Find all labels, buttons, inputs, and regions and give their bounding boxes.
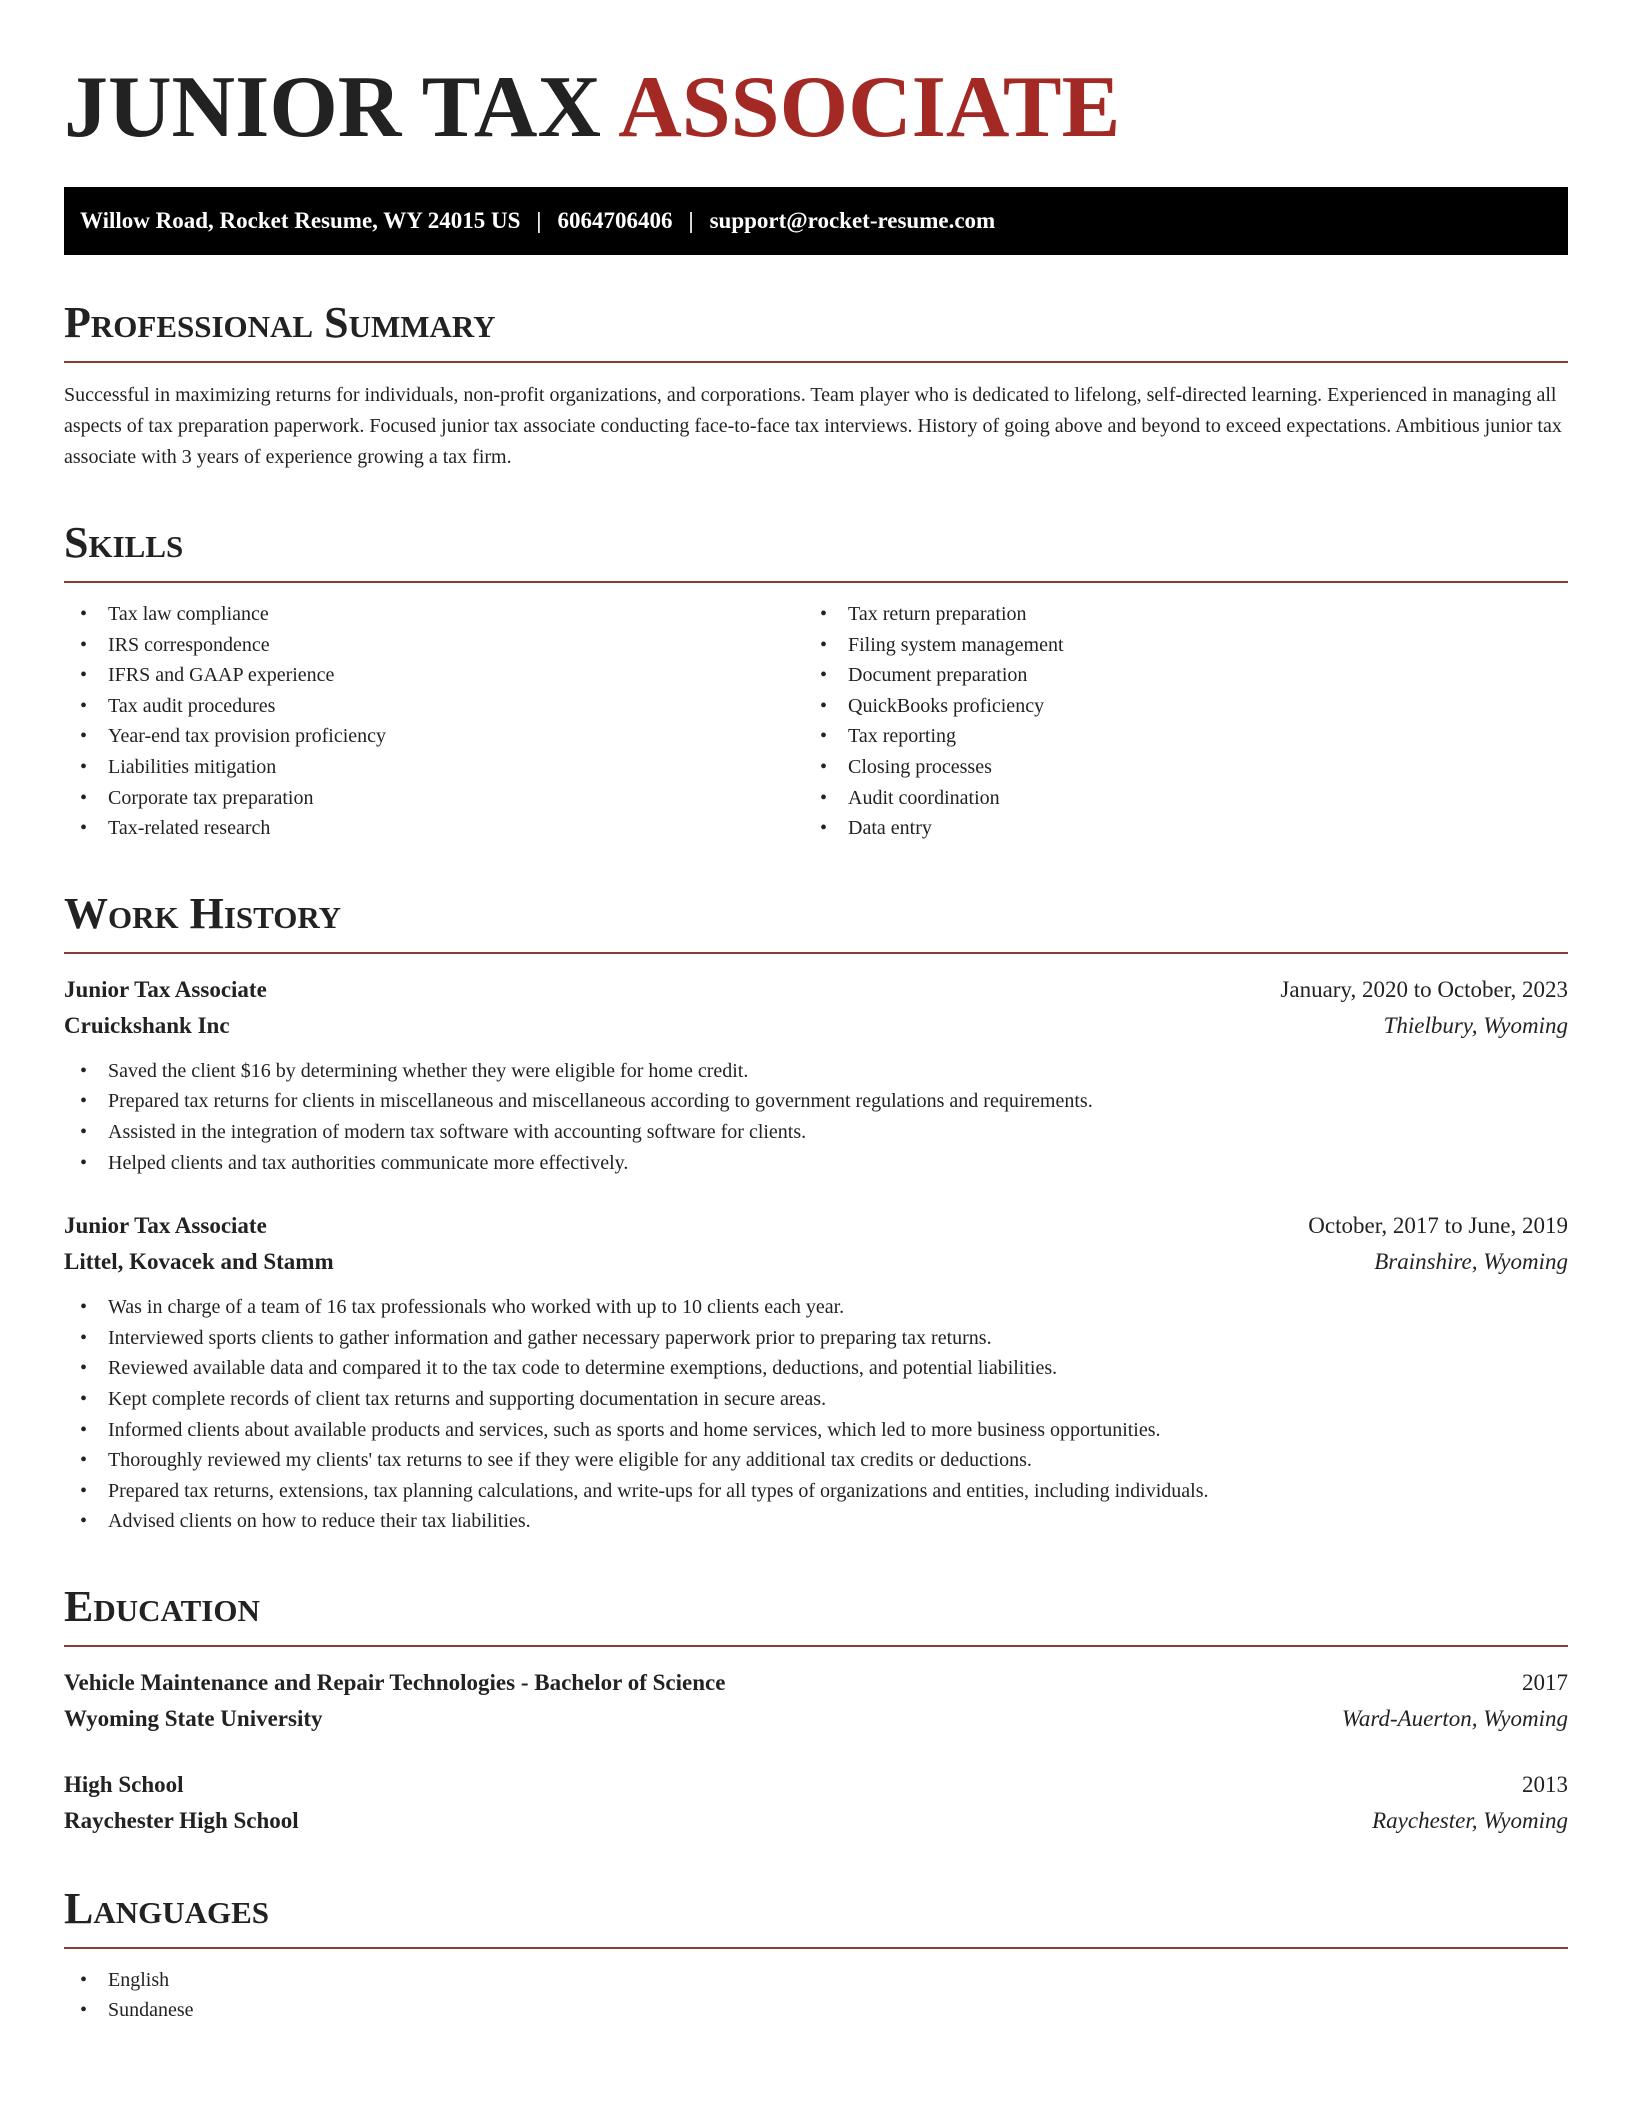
job-bullet: • Kept complete records of client tax returns and supporting documentation in secure areas. <box>64 1384 1568 1415</box>
education-section <box>64 1581 1568 1839</box>
education-degree-row <box>64 1767 1568 1803</box>
section-divider <box>64 361 1568 363</box>
skill-item: • QuickBooks proficiency <box>804 691 1544 722</box>
job-dates: October, 2017 to June, 2019 <box>1308 1213 1568 1239</box>
skill-item: • Tax reporting <box>804 721 1544 752</box>
section-divider <box>64 1947 1568 1949</box>
language-item: • English <box>64 1965 1568 1996</box>
education-school: Wyoming State University <box>64 1705 323 1731</box>
skill-item: • IFRS and GAAP experience <box>64 660 804 691</box>
job-company: Cruickshank Inc <box>64 1012 230 1038</box>
job-bullet: • Prepared tax returns, extensions, tax planning calculations, and write-ups for all types of organizations and entities, including individuals. <box>64 1476 1568 1507</box>
summary-section <box>64 298 1568 473</box>
name-last: ASSOCIATE <box>618 59 1121 156</box>
education-entry <box>64 1665 1568 1737</box>
job-company-row <box>64 1244 1568 1280</box>
work-heading: Work History <box>64 888 342 938</box>
job-company: Littel, Kovacek and Stamm <box>64 1249 334 1275</box>
skills-heading: Skills <box>64 518 184 567</box>
job-entry <box>64 972 1568 1178</box>
name-first: JUNIOR TAX <box>64 59 602 156</box>
skill-item: • Tax-related research <box>64 813 804 844</box>
languages-section <box>64 1883 1568 2026</box>
job-bullets <box>64 1292 1568 1537</box>
job-bullet: • Prepared tax returns for clients in miscellaneous and miscellaneous according to government regulations and requirements. <box>64 1086 1568 1117</box>
section-divider <box>64 581 1568 583</box>
education-location: Ward-Auerton, Wyoming <box>1341 1705 1568 1731</box>
skill-item: • IRS correspondence <box>64 630 804 661</box>
contact-address: Willow Road, Rocket Resume, WY 24015 US <box>80 208 521 233</box>
skill-item: • Tax audit procedures <box>64 691 804 722</box>
job-dates: January, 2020 to October, 2023 <box>1280 976 1568 1002</box>
job-header-row <box>64 972 1568 1008</box>
education-year: 2013 <box>1522 1771 1568 1797</box>
education-entry <box>64 1767 1568 1839</box>
skills-list-left <box>64 599 804 844</box>
education-year: 2017 <box>1522 1669 1568 1695</box>
education-school-row <box>64 1701 1568 1737</box>
education-degree-row <box>64 1665 1568 1701</box>
skills-grid <box>64 599 1568 844</box>
education-degree: High School <box>64 1771 184 1797</box>
section-divider <box>64 952 1568 954</box>
job-bullet: • Helped clients and tax authorities communicate more effectively. <box>64 1148 1568 1179</box>
contact-bar <box>64 187 1568 255</box>
language-item: • Sundanese <box>64 1995 1568 2026</box>
skill-item: • Tax law compliance <box>64 599 804 630</box>
job-location: Brainshire, Wyoming <box>1374 1249 1568 1275</box>
languages-list <box>64 1965 1568 2026</box>
skill-item: • Corporate tax preparation <box>64 783 804 814</box>
skill-item: • Filing system management <box>804 630 1544 661</box>
summary-text: Successful in maximizing returns for individuals, non-profit organizations, and corporations. Team player who is dedicated to lifelong, self-directed learning. Experienced in managing all aspects of tax preparation paperwork. Focused junior tax associate conducting face-to-face tax interviews. History of going above and beyond to exceed expectations. Ambitious junior tax associate with 3 years of experience growing a tax firm. <box>64 384 1562 468</box>
skill-item: • Tax return preparation <box>804 599 1544 630</box>
skill-item: • Data entry <box>804 813 1544 844</box>
skill-item: • Year-end tax provision proficiency <box>64 721 804 752</box>
job-bullets <box>64 1056 1568 1178</box>
skills-section <box>64 518 1568 844</box>
summary-heading: Professional Summary <box>64 298 496 347</box>
education-school-row <box>64 1803 1568 1839</box>
education-degree: Vehicle Maintenance and Repair Technologies - Bachelor of Science <box>64 1669 726 1695</box>
work-section <box>64 888 1568 1537</box>
job-bullet: • Reviewed available data and compared it to the tax code to determine exemptions, deductions, and potential liabilities. <box>64 1353 1568 1384</box>
education-heading: Education <box>64 1581 260 1631</box>
job-location: Thielbury, Wyoming <box>1383 1012 1568 1038</box>
contact-phone: 6064706406 <box>557 208 673 233</box>
skills-list-right <box>804 599 1544 844</box>
skill-item: • Closing processes <box>804 752 1544 783</box>
job-entry <box>64 1208 1568 1537</box>
job-bullet: • Advised clients on how to reduce their tax liabilities. <box>64 1506 1568 1537</box>
education-location: Raychester, Wyoming <box>1372 1807 1568 1833</box>
contact-email: support@rocket-resume.com <box>709 208 996 233</box>
job-role: Junior Tax Associate <box>64 976 267 1002</box>
job-bullet: • Thoroughly reviewed my clients' tax returns to see if they were eligible for any additional tax credits or deductions. <box>64 1445 1568 1476</box>
skill-item: • Liabilities mitigation <box>64 752 804 783</box>
job-header-row <box>64 1208 1568 1244</box>
contact-separator: | <box>536 208 542 233</box>
candidate-name <box>64 59 1568 156</box>
languages-heading: Languages <box>64 1883 270 1933</box>
job-bullet: • Saved the client $16 by determining whether they were eligible for home credit. <box>64 1056 1568 1087</box>
job-bullet: • Informed clients about available products and services, such as sports and home services, which led to more business opportunities. <box>64 1415 1568 1446</box>
job-company-row <box>64 1008 1568 1044</box>
job-bullet: • Interviewed sports clients to gather information and gather necessary paperwork prior to preparing tax returns. <box>64 1323 1568 1354</box>
skill-item: • Document preparation <box>804 660 1544 691</box>
job-role: Junior Tax Associate <box>64 1213 267 1239</box>
job-bullet: • Assisted in the integration of modern tax software with accounting software for clients. <box>64 1117 1568 1148</box>
contact-separator: | <box>688 208 694 233</box>
section-divider <box>64 1645 1568 1647</box>
job-bullet: • Was in charge of a team of 16 tax professionals who worked with up to 10 clients each year. <box>64 1292 1568 1323</box>
education-school: Raychester High School <box>64 1807 299 1833</box>
skill-item: • Audit coordination <box>804 783 1544 814</box>
